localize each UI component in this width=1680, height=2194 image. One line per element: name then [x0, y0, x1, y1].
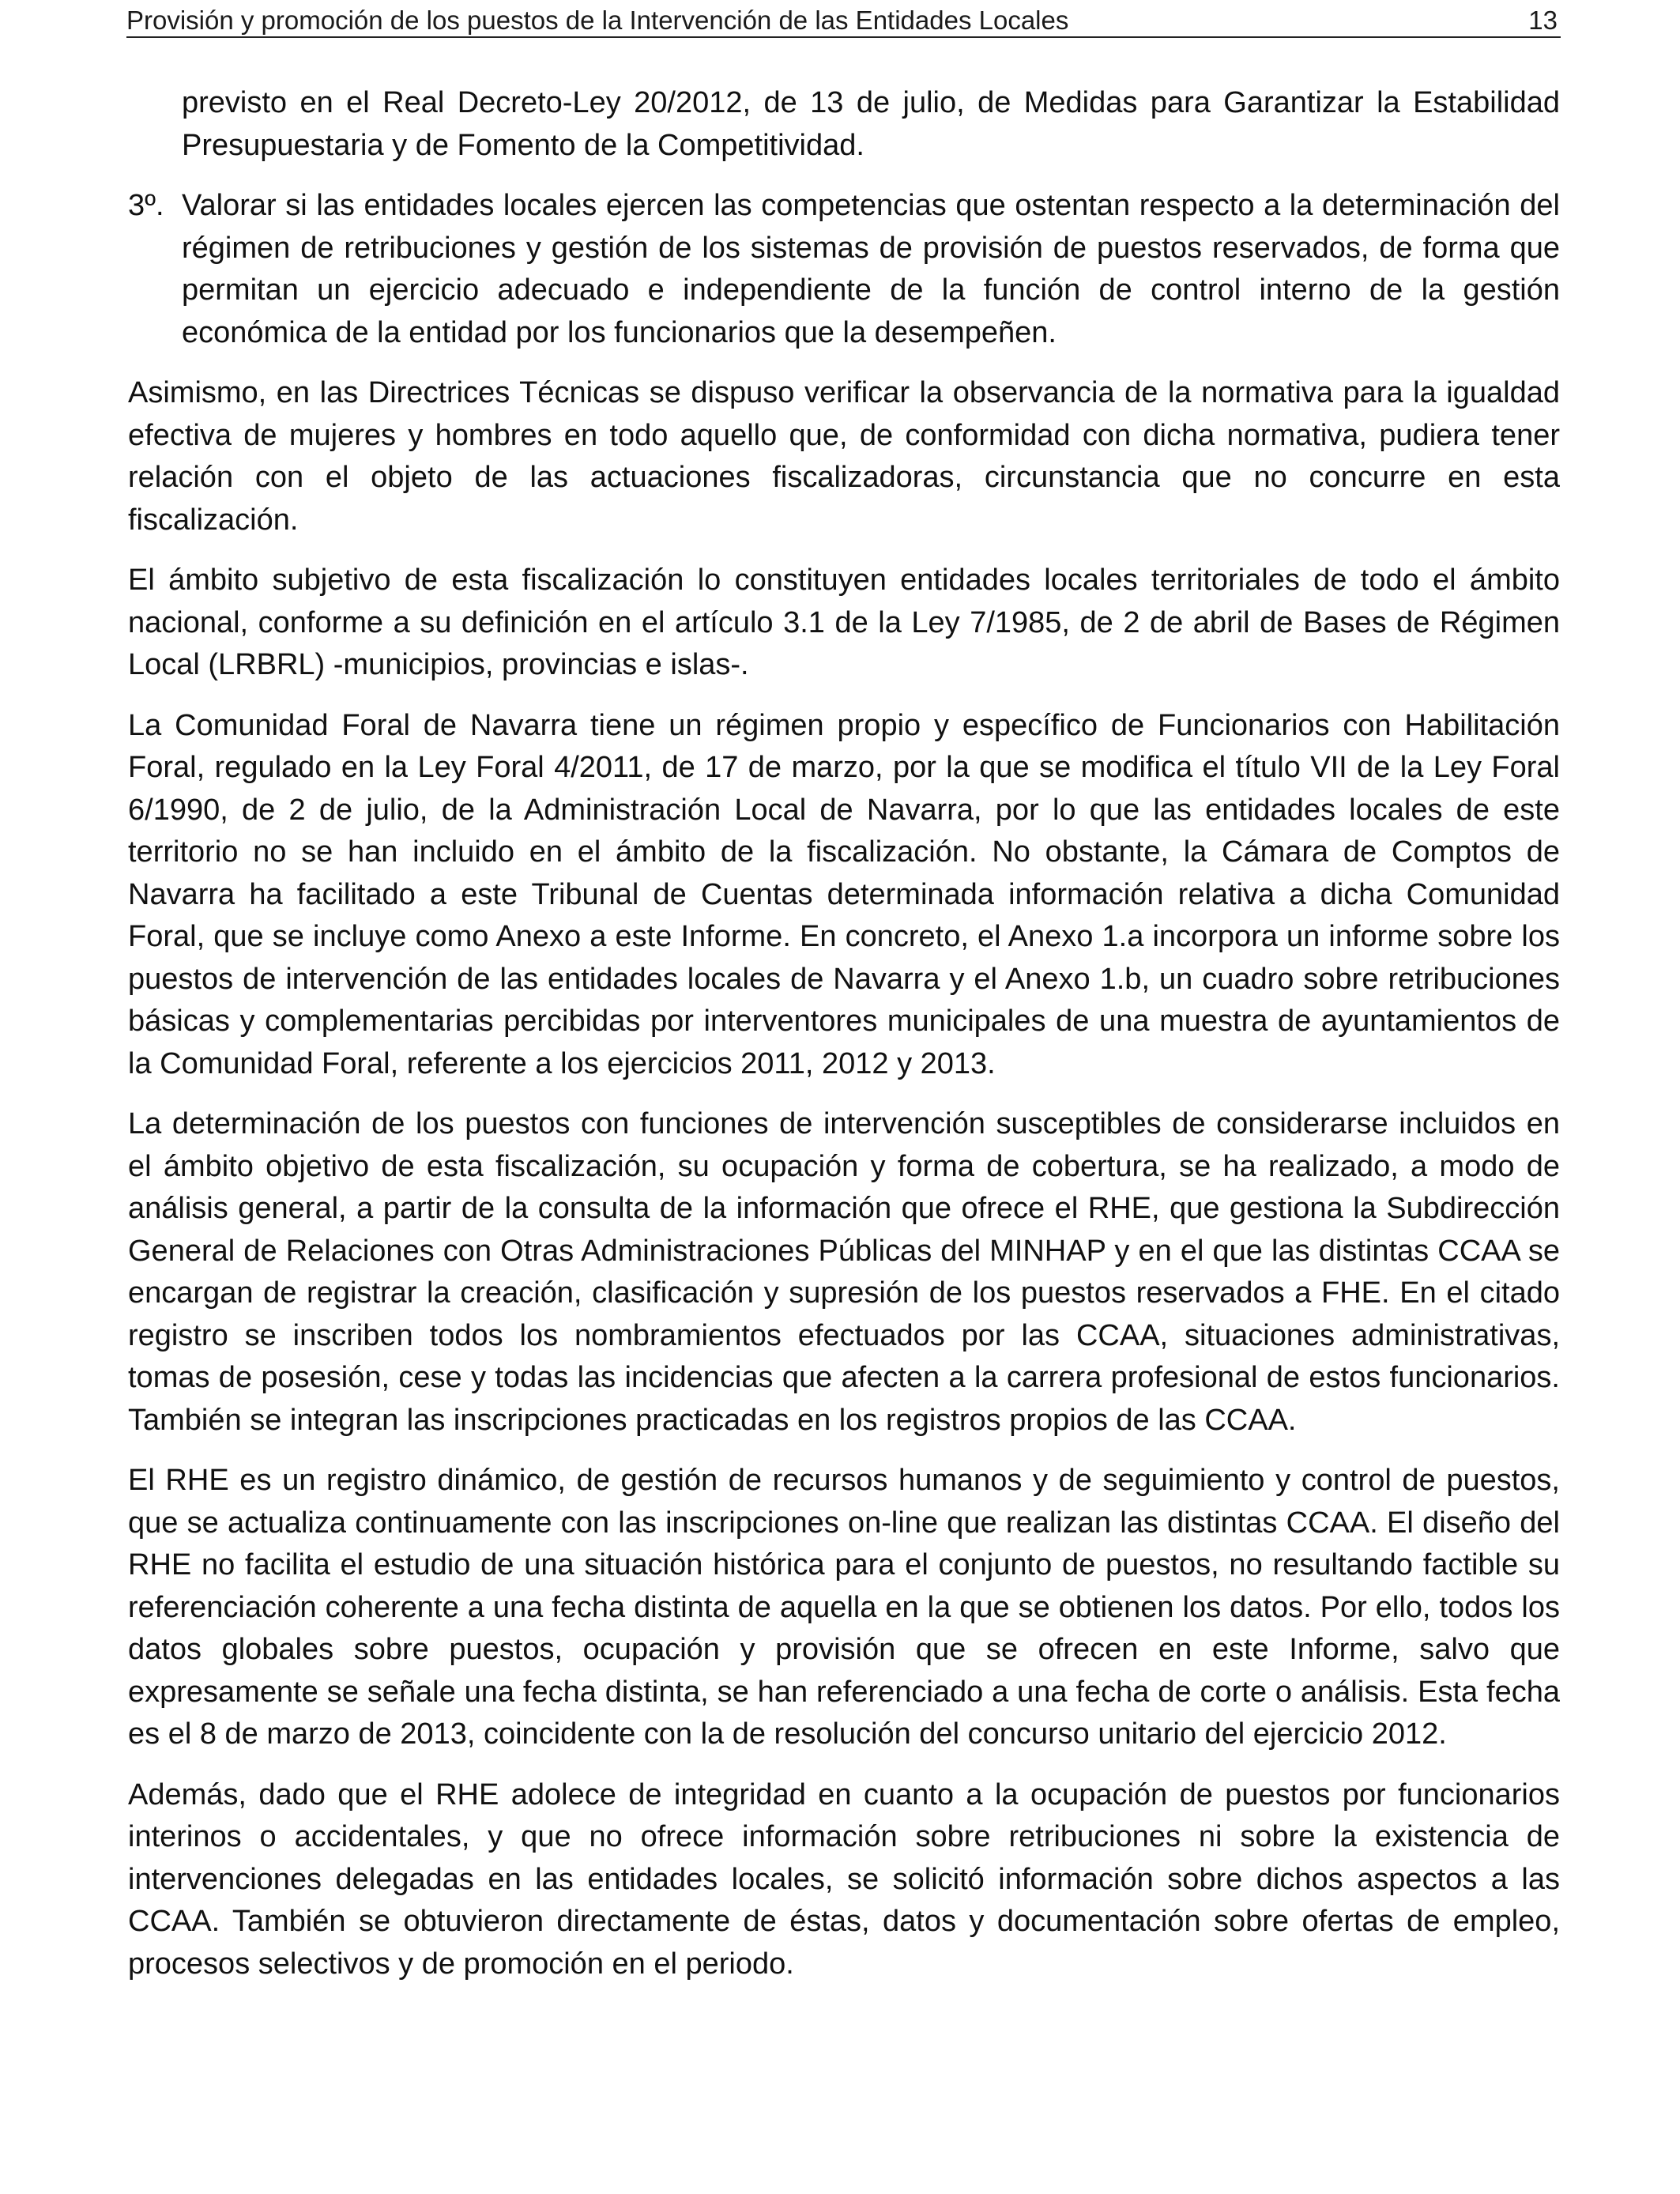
page-number: 13 [1528, 6, 1558, 35]
document-body [128, 82, 1560, 2004]
paragraph-determinacion-puestos: La determinación de los puestos con funciones de intervención susceptibles de considerarse incluidos en el ámbito objetivo de esta fiscalización, su ocupación y forma de cobertura, se ha realizado, a modo de análisis general, a partir de la consulta de la información que ofrece el RHE, que gestiona la Subdirección General de Relaciones con Otras Administraciones Públicas del MINHAP y en el que las distintas CCAA se encargan de registrar la creación, clasificación y supresión de los puestos reservados a FHE. En el citado registro se inscriben todos los nombramientos efectuados por las CCAA, situaciones administrativas, tomas de posesión, cese y todas las incidencias que afecten a la carrera profesional de estos funcionarios. También se integran las inscripciones practicadas en los registros propios de las CCAA. [128, 1107, 1560, 1437]
continuation-paragraph: previsto en el Real Decreto-Ley 20/2012, de 13 de julio, de Medidas para Garantizar la Estabilidad Presupuestaria y de Fomento de la Competitividad. [182, 86, 1560, 162]
item-marker: 3º. [128, 189, 164, 222]
paragraph-navarra: La Comunidad Foral de Navarra tiene un régimen propio y específico de Funcionarios con Habilitación Foral, regulado en la Ley Foral 4/2011, de 17 de marzo, por la que se modifica el título VII de la Ley Foral 6/1990, de 2 de julio, de la Administración Local de Navarra, por lo que las entidades locales de este territorio no se han incluido en el ámbito de la fiscalización. No obstante, la Cámara de Comptos de Navarra ha facilitado a este Tribunal de Cuentas determinada información relativa a dicha Comunidad Foral, que se incluye como Anexo a este Informe. En concreto, el Anexo 1.a incorpora un informe sobre los puestos de intervención de las entidades locales de Navarra y el Anexo 1.b, un cuadro sobre retribuciones básicas y complementarias percibidas por interventores municipales de una muestra de ayuntamientos de la Comunidad Foral, referente a los ejercicios 2011, 2012 y 2013. [128, 708, 1560, 1080]
item-text: Valorar si las entidades locales ejercen las competencias que ostentan respecto a la determinación del régimen de retribuciones y gestión de los sistemas de provisión de puestos reservados, de forma que permitan un ejercicio adecuado e independiente de la función de control interno de la gestión económica de la entidad por los funcionarios que la desempeñen. [182, 189, 1560, 349]
paragraph-rhe-registro: El RHE es un registro dinámico, de gestión de recursos humanos y de seguimiento y control de puestos, que se actualiza continuamente con las inscripciones on-line que realizan las distintas CCAA. El diseño del RHE no facilita el estudio de una situación histórica para el conjunto de puestos, no resultando factible su referenciación coherente a una fecha distinta de aquella en la que se obtienen los datos. Por ello, todos los datos globales sobre puestos, ocupación y provisión que se ofrecen en este Informe, salvo que expresamente se señale una fecha distinta, se han referenciado a una fecha de corte o análisis. Esta fecha es el 8 de marzo de 2013, coincidente con la de resolución del concurso unitario del ejercicio 2012. [128, 1464, 1560, 1751]
paragraph-igualdad: Asimismo, en las Directrices Técnicas se dispuso verificar la observancia de la normativa para la igualdad efectiva de mujeres y hombres en todo aquello que, de conformidad con dicha normativa, pudiera tener relación con el objeto de las actuaciones fiscalizadoras, circunstancia que no concurre en esta fiscalización. [128, 376, 1560, 537]
running-title: Provisión y promoción de los puestos de la Intervención de las Entidades Locales [126, 6, 1069, 35]
numbered-item-3 [128, 185, 1560, 354]
paragraph-ademas: Además, dado que el RHE adolece de integridad en cuanto a la ocupación de puestos por funcionarios interinos o accidentales, y que no ofrece información sobre retribuciones ni sobre la existencia de intervenciones delegadas en las entidades locales, se solicitó información sobre dichos aspectos a las CCAA. También se obtuvieron directamente de éstas, datos y documentación sobre ofertas de empleo, procesos selectivos y de promoción en el periodo. [128, 1777, 1560, 1981]
paragraph-ambito-subjetivo: El ámbito subjetivo de esta fiscalización lo constituyen entidades locales territoriales de todo el ámbito nacional, conforme a su definición en el artículo 3.1 de la Ley 7/1985, de 2 de abril de Bases de Régimen Local (LRBRL) -municipios, provincias e islas-. [128, 564, 1560, 681]
page-header [126, 5, 1561, 38]
